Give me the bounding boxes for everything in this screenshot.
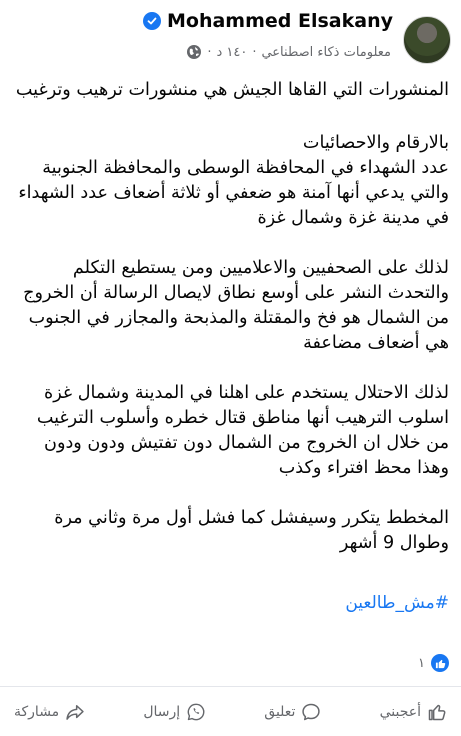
post-body <box>12 78 449 616</box>
header-text <box>10 6 393 60</box>
post-paragraph: لذلك الاحتلال يستخدم على اهلنا في المدينة وشمال غزة اسلوب الترهيب أنها مناطق قتال خطره وأسلوب الترغيب من خلال ان الخروج من الشمال دون تفتيش ودون ودون وهذا محظ افتراء وكذب <box>36 383 449 478</box>
meta-separator: · <box>252 44 257 60</box>
post-timestamp[interactable]: ١٤٠ د <box>216 44 248 60</box>
name-row <box>143 6 393 36</box>
post-paragraph: بالارقام والاحصائيات عدد الشهداء في المحافظة الوسطى والمحافظة الجنوبية والتي يدعي أنها آمنة هو ضعفي أو ثلاثة أضعاف عدد الشهداء في مدينة غزة وشمال غزة <box>18 133 449 228</box>
send-button[interactable] <box>135 696 214 728</box>
like-label: أعجبني <box>379 704 421 720</box>
action-bar <box>6 692 455 732</box>
hashtag-link[interactable]: #مش_طالعين <box>345 593 449 613</box>
whatsapp-icon <box>186 702 206 722</box>
avatar[interactable] <box>403 16 451 64</box>
post-meta <box>186 44 391 60</box>
meta-separator-2: · <box>207 44 212 60</box>
comment-label: تعليق <box>264 704 296 720</box>
comment-button[interactable] <box>256 696 329 728</box>
reactions-summary[interactable] <box>418 654 449 672</box>
share-label: مشاركة <box>14 704 60 720</box>
verified-badge-icon <box>143 12 161 30</box>
post-paragraph: المخطط يتكرر وسيفشل كما فشل أول مرة وثاني مرة وطوال 9 أشهر <box>54 508 449 553</box>
post-paragraph: المنشورات التي القاها الجيش هي منشورات ترهيب وترغيب <box>15 80 449 100</box>
send-label: إرسال <box>143 704 181 720</box>
like-button[interactable] <box>372 696 455 728</box>
reactions-count: ١ <box>418 655 425 671</box>
post-header <box>10 6 451 70</box>
comment-icon <box>301 702 321 722</box>
thumbs-up-icon <box>427 702 447 722</box>
globe-icon <box>186 44 202 60</box>
share-icon <box>65 702 85 722</box>
meta-info[interactable]: معلومات ذكاء اصطناعي <box>261 44 391 60</box>
post-paragraph: لذلك على الصحفيين والاعلاميين ومن يستطيع التكلم والتحدث النشر على أوسع نطاق لايصال الرسالة أن الخروج من الشمال هو فخ والمقتلة والمذبحة والمجازر في الجنوب هي أضعاف مضاعفة <box>23 258 449 353</box>
share-button[interactable] <box>6 696 93 728</box>
author-name[interactable]: Mohammed Elsakany <box>167 10 393 32</box>
like-reaction-icon <box>431 654 449 672</box>
divider <box>0 686 461 687</box>
